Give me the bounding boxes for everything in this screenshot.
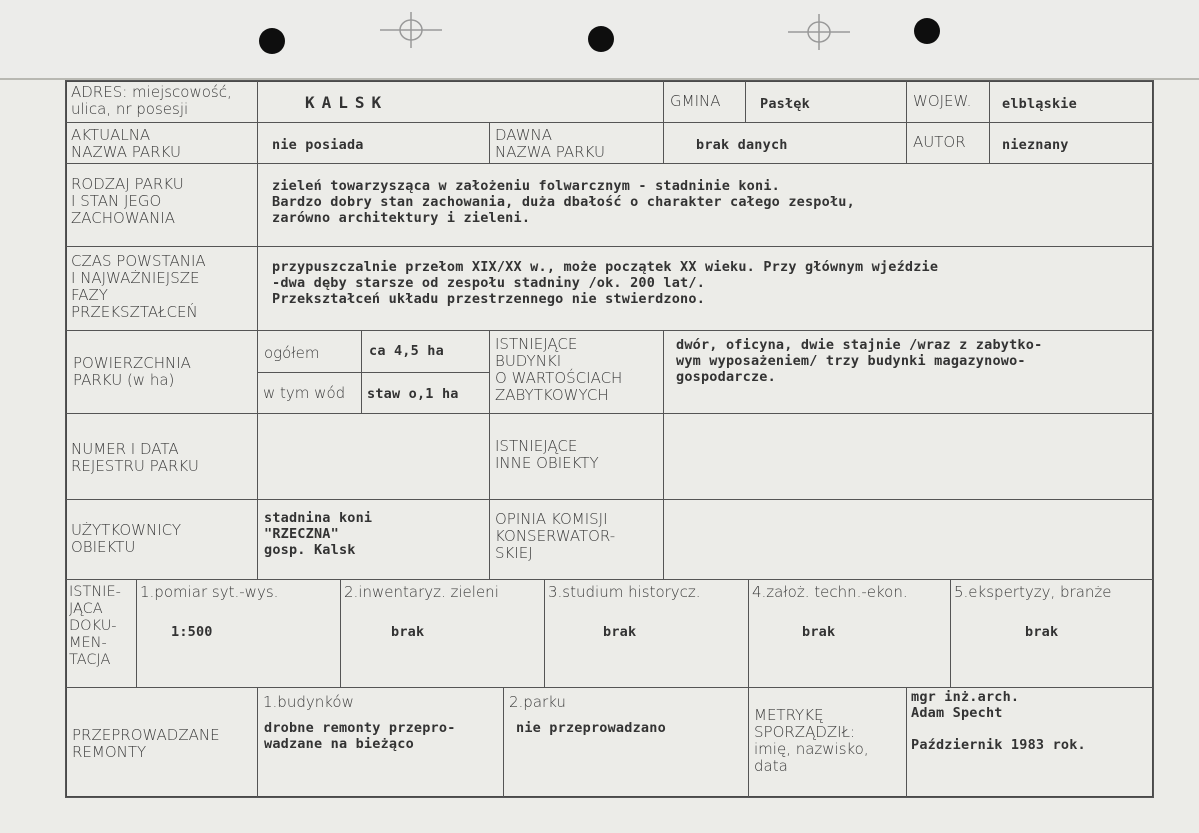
punch-hole: [588, 26, 614, 52]
documentation-label: ISTNIE- JĄCA DOKU- MEN- TACJA: [69, 584, 121, 668]
current-name-cell: [257, 122, 490, 164]
repairs-park-value: nie przeprowadzano: [516, 720, 666, 736]
registration-mark-icon: [788, 14, 850, 50]
register-cell: [257, 413, 490, 500]
punch-hole: [914, 18, 940, 44]
wojew-cell: [989, 80, 1154, 123]
punch-hole: [259, 28, 285, 54]
prepared-by-cell: [906, 687, 1154, 798]
current-name-label-cell: [65, 122, 258, 164]
commission-opinion-cell: [663, 499, 1154, 580]
commission-opinion-label-cell: [489, 499, 664, 580]
prepared-by-value: mgr inż.arch. Adam Specht Październik 1983 rok.: [911, 689, 1086, 753]
area-total-label-cell: [257, 330, 362, 373]
address-label: ADRES: miejscowość, ulica, nr posesji: [71, 83, 232, 118]
wojew-value: elbląskie: [1002, 96, 1077, 112]
repairs-buildings-cell: [257, 687, 504, 798]
users-label-cell: [65, 499, 258, 580]
history-value: przypuszczalnie przełom XIX/XX w., może początek XX wieku. Przy głównym wjeździe -dwa dęby starsze od zespołu stadniny /ok. 200 lat/. Przekształceń układu przestrzennego nie stwierdzono.: [272, 259, 939, 307]
address-label-cell: [65, 80, 258, 123]
area-total-value: ca 4,5 ha: [369, 343, 444, 359]
commission-opinion-label: OPINIA KOMISJI KONSERWATOR- SKIEJ: [495, 510, 616, 562]
doc-history-cell: [544, 579, 749, 688]
area-label-cell: [65, 330, 258, 414]
former-name-value: brak danych: [696, 137, 788, 153]
gmina-label: GMINA: [670, 92, 721, 110]
prepared-by-label: METRYKĘ SPORZĄDZIŁ: imię, nazwisko, data: [754, 706, 869, 775]
author-cell: [989, 122, 1154, 164]
wojew-label: WOJEW.: [913, 92, 972, 110]
doc-expertise-cell: [950, 579, 1154, 688]
other-objects-label-cell: [489, 413, 664, 500]
repairs-buildings-label: 1.budynków: [263, 693, 354, 711]
doc-history-label: 3.studium historycz.: [548, 583, 701, 601]
registration-mark-icon: [380, 12, 442, 48]
area-total-cell: [361, 330, 490, 373]
doc-greenery-cell: [340, 579, 545, 688]
heritage-buildings-cell: [663, 330, 1154, 414]
repairs-park-label: 2.parku: [509, 693, 566, 711]
users-value: stadnina koni "RZECZNA" gosp. Kalsk: [264, 510, 373, 558]
locality-cell: [257, 80, 664, 123]
doc-history-value: brak: [603, 624, 637, 640]
repairs-buildings-value: drobne remonty przepro- wadzane na bieżąco: [264, 720, 456, 752]
former-name-label: DAWNA NAZWA PARKU: [495, 126, 605, 161]
former-name-label-cell: [489, 122, 664, 164]
area-water-cell: [361, 372, 490, 414]
doc-technical-cell: [748, 579, 951, 688]
register-label: NUMER I DATA REJESTRU PARKU: [71, 440, 199, 475]
doc-expertise-label: 5.ekspertyzy, branże: [954, 583, 1112, 601]
author-label-cell: [906, 122, 990, 164]
area-label: POWIERZCHNIA PARKU (w ha): [73, 354, 191, 389]
prepared-by-label-cell: [748, 687, 907, 798]
repairs-label-cell: [65, 687, 258, 798]
history-cell: [257, 246, 1154, 331]
area-water-label: w tym wód: [263, 384, 346, 402]
heritage-buildings-label: ISTNIEJĄCE BUDYNKI O WARTOŚCIACH ZABYTKOWYCH: [495, 335, 623, 404]
park-type-value: zieleń towarzysząca w założeniu folwarcznym - stadninie koni. Bardzo dobry stan zachowania, duża dbałość o charakter całego zespołu, zarówno architektury i zieleni.: [272, 178, 855, 226]
register-label-cell: [65, 413, 258, 500]
repairs-park-cell: [503, 687, 749, 798]
doc-expertise-value: brak: [1025, 624, 1059, 640]
doc-survey-value: 1:500: [171, 624, 213, 640]
other-objects-cell: [663, 413, 1154, 500]
doc-technical-value: brak: [802, 624, 836, 640]
history-label-cell: [65, 246, 258, 331]
users-cell: [257, 499, 490, 580]
users-label: UŻYTKOWNICY OBIEKTU: [71, 521, 181, 556]
gmina-label-cell: [663, 80, 746, 123]
gmina-cell: [745, 80, 907, 123]
doc-greenery-value: brak: [391, 624, 425, 640]
wojew-label-cell: [906, 80, 990, 123]
doc-greenery-label: 2.inwentaryz. zieleni: [344, 583, 499, 601]
current-name-value: nie posiada: [272, 137, 364, 153]
park-type-label: RODZAJ PARKU I STAN JEGO ZACHOWANIA: [71, 175, 184, 227]
former-name-cell: [663, 122, 907, 164]
author-label: AUTOR: [913, 133, 966, 151]
heritage-buildings-value: dwór, oficyna, dwie stajnie /wraz z zabytko- wym wyposażeniem/ trzy budynki magazynowo- gospodarcze.: [676, 337, 1043, 385]
doc-survey-label: 1.pomiar syt.-wys.: [140, 583, 279, 601]
author-value: nieznany: [1002, 137, 1069, 153]
park-type-cell: [257, 163, 1154, 247]
heritage-buildings-label-cell: [489, 330, 664, 414]
doc-technical-label: 4.założ. techn.-ekon.: [752, 583, 908, 601]
gmina-value: Pasłęk: [760, 96, 810, 112]
history-label: CZAS POWSTANIA I NAJWAŻNIEJSZE FAZY PRZEKSZTAŁCEŃ: [71, 252, 206, 321]
documentation-label-cell: [65, 579, 137, 688]
doc-survey-cell: [136, 579, 341, 688]
repairs-label: PRZEPROWADZANE REMONTY: [72, 726, 220, 761]
locality-value: KALSK: [305, 93, 389, 112]
area-water-value: staw o,1 ha: [367, 386, 459, 402]
current-name-label: AKTUALNA NAZWA PARKU: [71, 126, 181, 161]
area-total-label: ogółem: [264, 344, 320, 362]
other-objects-label: ISTNIEJĄCE INNE OBIEKTY: [495, 437, 599, 472]
park-type-label-cell: [65, 163, 258, 247]
area-water-label-cell: [257, 372, 362, 414]
